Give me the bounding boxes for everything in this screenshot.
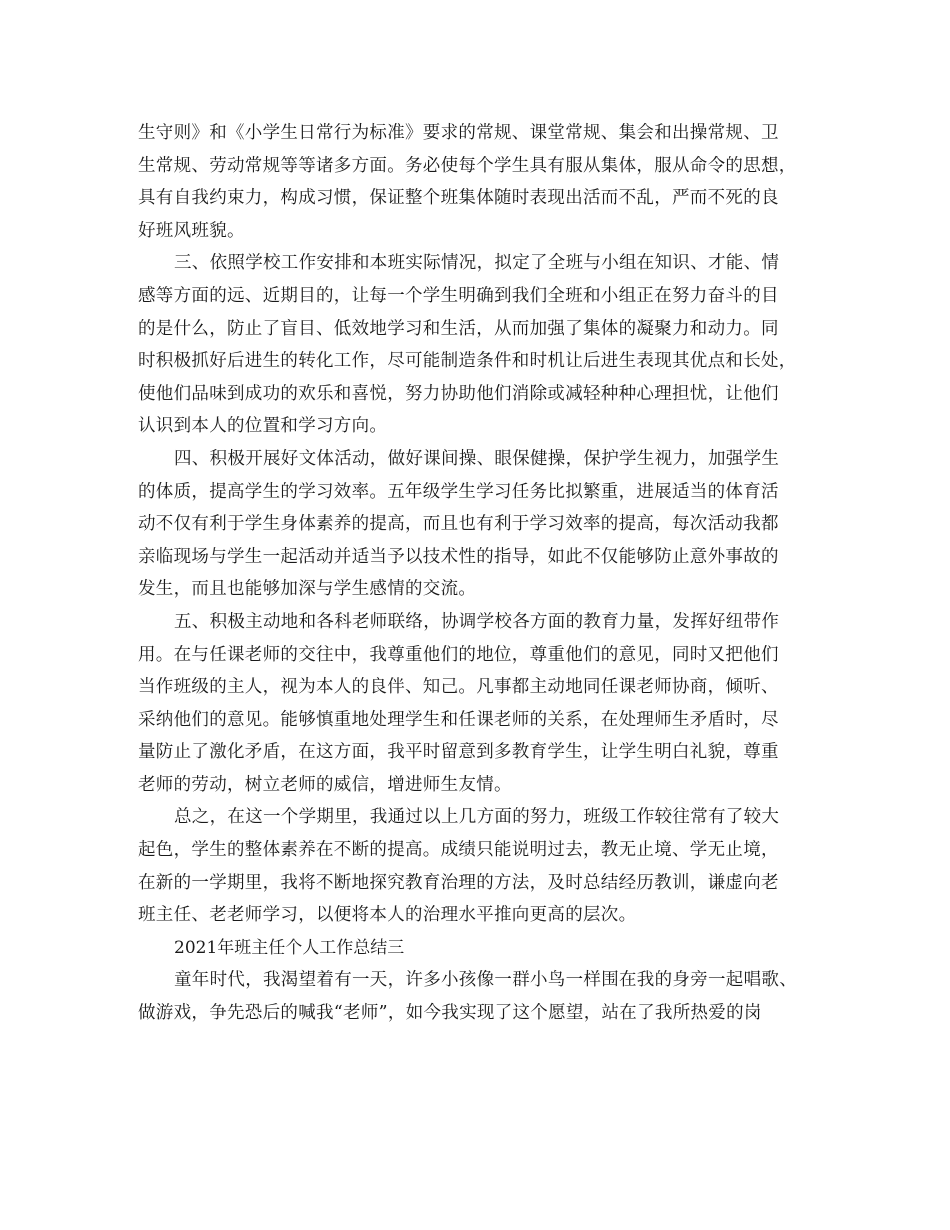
- text-line: 的体质，提高学生的学习效率。五年级学生学习任务比拟繁重，进展适当的体育活: [138, 481, 779, 502]
- paragraph-2: [138, 247, 814, 443]
- text-line: 具有自我约束力，构成习惯，保证整个班集体随时表现出活而不乱，严而不死的良: [138, 188, 779, 209]
- text-line: 发生，而且也能够加深与学生感情的交流。: [138, 579, 477, 600]
- text-line: 老师的劳动，树立老师的威信，增进师生友情。: [138, 774, 512, 795]
- text-line: 总之，在这一个学期里，我通过以上几方面的努力，班级工作较往常有了较大: [174, 807, 780, 828]
- text-line: 在新的一学期里，我将不断地探究教育治理的方法，及时总结经历教训，谦虚向老: [138, 872, 779, 893]
- text-line: 的是什么，防止了盲目、低效地学习和生活，从而加强了集体的凝聚力和动力。同: [138, 318, 779, 339]
- text-line: 五、积极主动地和各科老师联络，协调学校各方面的教育力量，发挥好纽带作: [174, 611, 780, 632]
- text-line: 亲临现场与学生一起活动并适当予以技术性的指导，如此不仅能够防止意外事故的: [138, 546, 779, 567]
- text-line: 生常规、劳动常规等等诸多方面。务必使每个学生具有服从集体，服从命令的思想，: [138, 155, 797, 176]
- text-line: 使他们品味到成功的欢乐和喜悦，努力协助他们消除或减轻种种心理担忧，让他们: [138, 383, 779, 404]
- section-heading: 2021年班主任个人工作总结三: [174, 937, 405, 958]
- paragraph-1: [138, 117, 814, 247]
- text-line: 量防止了激化矛盾，在这方面，我平时留意到多教育学生，让学生明白礼貌，尊重: [138, 742, 779, 763]
- text-line: 童年时代，我渴望着有一天，许多小孩像一群小鸟一样围在我的身旁一起唱歌、: [174, 970, 797, 991]
- text-line: 当作班级的主人，视为本人的良伴、知己。凡事都主动地同任课老师协商，倾听、: [138, 677, 779, 698]
- document-page: [138, 117, 814, 1030]
- text-line: 采纳他们的意见。能够慎重地处理学生和任课老师的关系，在处理师生矛盾时，尽: [138, 709, 779, 730]
- paragraph-6: [138, 964, 814, 1029]
- text-line: 感等方面的远、近期目的，让每一个学生明确到我们全班和小组正在努力奋斗的目: [138, 285, 779, 306]
- paragraph-3: [138, 443, 814, 606]
- text-line: 好班风班貌。: [138, 220, 245, 241]
- paragraph-4: [138, 606, 814, 802]
- text-line: 动不仅有利于学生身体素养的提高，而且也有利于学习效率的提高，每次活动我都: [138, 514, 779, 535]
- text-line: 时积极抓好后进生的转化工作，尽可能制造条件和时机让后进生表现其优点和长处，: [138, 351, 797, 372]
- text-line: 用。在与任课老师的交往中，我尊重他们的地位，尊重他们的意见，同时又把他们: [138, 644, 779, 665]
- text-line: 生守则》和《小学生日常行为标准》要求的常规、课堂常规、集会和出操常规、卫: [138, 123, 779, 143]
- text-line: 四、积极开展好文体活动，做好课间操、眼保健操，保护学生视力，加强学生: [174, 448, 780, 469]
- text-line: 起色，学生的整体素养在不断的提高。成绩只能说明过去，教无止境、学无止境，: [138, 840, 779, 861]
- text-line: 班主任、老老师学习，以便将本人的治理水平推向更高的层次。: [138, 905, 637, 926]
- paragraph-5: [138, 801, 814, 931]
- text-line: 认识到本人的位置和学习方向。: [138, 416, 388, 437]
- text-line: 做游戏，争先恐后的喊我“老师”，如今我实现了这个愿望，站在了我所热爱的岗: [138, 1003, 762, 1024]
- text-line: 三、依照学校工作安排和本班实际情况，拟定了全班与小组在知识、才能、情: [174, 253, 780, 274]
